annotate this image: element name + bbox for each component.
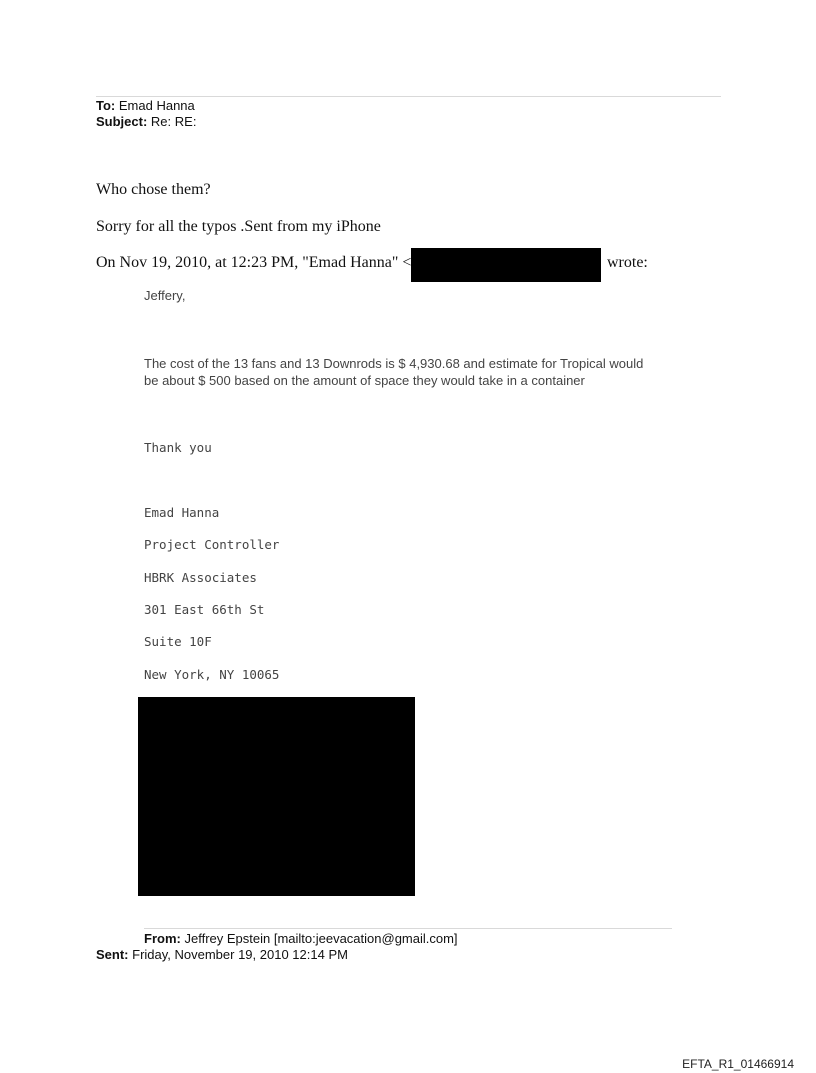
- subject-value: Re: RE:: [150, 114, 197, 129]
- header-divider: [96, 96, 721, 97]
- reply-line-2: Sorry for all the typos .Sent from my iPhone: [96, 218, 381, 235]
- document-id: EFTA_R1_01466914: [682, 1057, 794, 1071]
- signature-company: HBRK Associates: [144, 570, 257, 585]
- signature-suite: Suite 10F: [144, 634, 212, 649]
- to-value: Emad Hanna: [118, 98, 195, 113]
- redaction-email: [411, 248, 601, 282]
- signature-name: Emad Hanna: [144, 505, 220, 520]
- from-value: Jeffrey Epstein [mailto:jeevacation@gmail.com]: [184, 931, 458, 946]
- quoted-paragraph-line-2: be about $ 500 based on the amount of space they would take in a container: [144, 373, 585, 388]
- subject-line: [96, 114, 196, 129]
- subject-label: Subject:: [96, 114, 148, 129]
- to-line: [96, 98, 195, 113]
- previous-divider: [144, 928, 672, 929]
- reply-line-1: Who chose them?: [96, 181, 211, 198]
- sent-value: Friday, November 19, 2010 12:14 PM: [132, 947, 348, 962]
- sent-line: [96, 947, 348, 962]
- signature-street: 301 East 66th St: [144, 602, 265, 617]
- quoted-thanks: Thank you: [144, 440, 212, 455]
- signature-city: New York, NY 10065: [144, 667, 280, 682]
- redaction-block: [138, 697, 415, 896]
- quote-intro-before: On Nov 19, 2010, at 12:23 PM, "Emad Hanna" <: [96, 254, 412, 271]
- from-label: From:: [144, 931, 181, 946]
- sent-label: Sent:: [96, 947, 129, 962]
- quoted-paragraph: [144, 355, 684, 389]
- quote-intro: [96, 254, 411, 272]
- from-line: [144, 931, 458, 946]
- quote-intro-after: wrote:: [607, 254, 648, 271]
- to-label: To:: [96, 98, 116, 113]
- quoted-paragraph-line-1: The cost of the 13 fans and 13 Downrods is $ 4,930.68 and estimate for Tropical would: [144, 356, 644, 371]
- signature-title: Project Controller: [144, 537, 280, 552]
- quoted-greeting: Jeffery,: [144, 288, 186, 303]
